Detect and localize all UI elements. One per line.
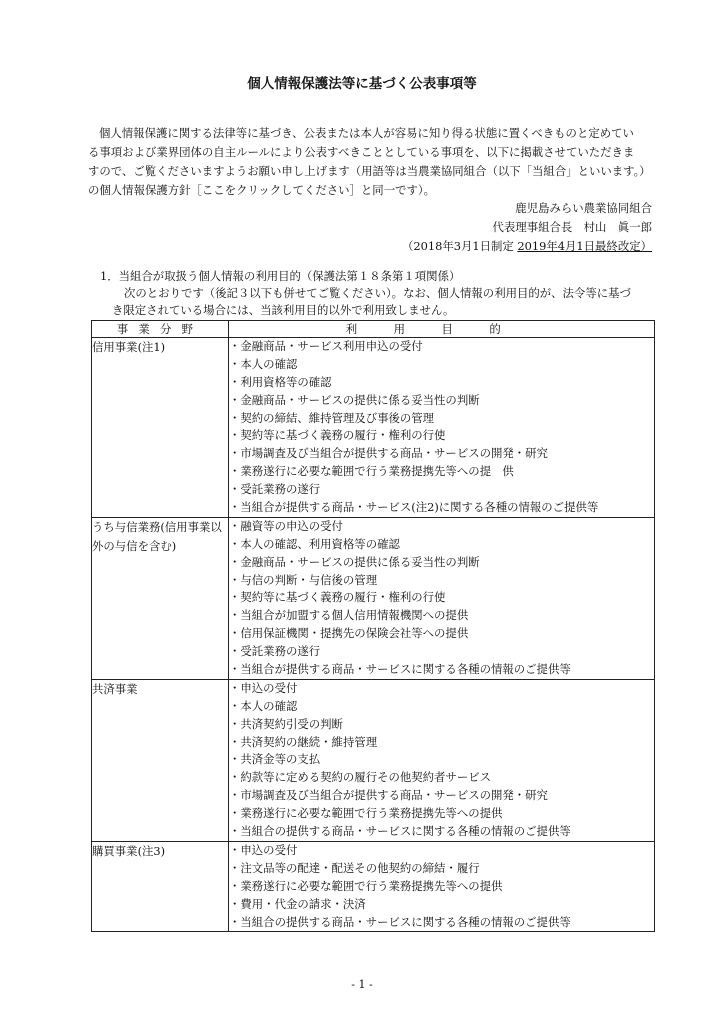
purpose-item: ・契約の締結、維持管理及び事後の管理 [229, 410, 435, 425]
purpose-item: ・市場調査及び当組合が提供する商品・サービスの開発・研究 [229, 446, 548, 461]
purpose-item: ・当組合が加盟する個人信用情報機関への提供 [229, 608, 469, 623]
purpose-item: ・業務遂行に必要な範囲で行う業務提携先等への提供 [229, 878, 503, 893]
intro-line: すので、ご覧くださいますようお願い申し上げます（用語等は当農業協同組合（以下「当組合」といいます。） [88, 164, 651, 178]
signature-dates [252, 238, 652, 254]
intro-line: る事項および業界団体の自主ルールにより公表すべきこととしている事項を、以下に掲載させていただきま [88, 145, 635, 159]
purpose-item: ・注文品等の配達・配送その他契約の締結・履行 [229, 860, 480, 875]
intro-line: の個人情報保護方針［ここをクリックしてください］と同一です）。 [88, 183, 435, 197]
purpose-item: ・当組合の提供する商品・サービスに関する各種の情報のご提供等 [229, 824, 571, 839]
purpose-item: ・約款等に定める契約の履行その他契約者サービス [229, 770, 491, 785]
purpose-item: ・当組合が提供する商品・サービス(注2)に関する各種の情報のご提供等 [229, 500, 599, 515]
purpose-item: ・申込の受付 [229, 842, 298, 857]
row-purposes [229, 338, 655, 518]
purpose-item: ・費用・代金の請求・決済 [229, 896, 366, 911]
table-row [92, 517, 655, 679]
date-revised: 2019年4月1日最終改定） [517, 239, 652, 253]
row-purposes [229, 841, 655, 931]
purpose-item: ・業務遂行に必要な範囲で行う業務提携先等への提 供 [229, 464, 514, 479]
header-category: 事業分野 [92, 321, 229, 338]
purpose-item: ・融資等の申込の受付 [229, 518, 343, 533]
table-row [92, 841, 655, 931]
intro-line: 個人情報保護に関する法律等に基づき、公表または本人が容易に知り得る状態に置くべきものと定めてい [99, 126, 634, 140]
signature-org: 鹿児島みらい農業協同組合 [515, 201, 652, 215]
row-purposes [229, 517, 655, 679]
purpose-item: ・共済契約の継続・維持管理 [229, 734, 378, 749]
purpose-item: ・与信の判断・与信後の管理 [229, 572, 378, 587]
purpose-item: ・金融商品・サービスの提供に係る妥当性の判断 [229, 554, 480, 569]
purpose-item: ・受託業務の遂行 [229, 482, 321, 497]
row-category: 購買事業(注3) [92, 841, 229, 931]
purpose-item: ・業務遂行に必要な範囲で行う業務提携先等への提供 [229, 806, 503, 821]
intro-paragraph [88, 124, 660, 200]
purpose-item: ・本人の確認 [229, 356, 298, 371]
purpose-item: ・当組合が提供する商品・サービスに関する各種の情報のご提供等 [229, 662, 571, 677]
section-note-line: 次のとおりです（後記３以下も併せてご覧ください）。なお、個人情報の利用目的が、法令等に基づ [124, 286, 631, 300]
purpose-item: ・信用保証機関・提携先の保険会社等への提供 [229, 626, 469, 641]
section-heading: 1．当組合が取扱う個人情報の利用目的（保護法第１８条第１項関係） [100, 269, 461, 283]
date-enacted: （2018年3月1日制定 [401, 239, 514, 253]
purpose-item: ・契約等に基づく義務の履行・権利の行使 [229, 590, 446, 605]
purpose-item: ・本人の確認、利用資格等の確認 [229, 536, 400, 551]
table-row [92, 338, 655, 518]
purpose-item: ・市場調査及び当組合が提供する商品・サービスの開発・研究 [229, 788, 548, 803]
purpose-item: ・金融商品・サービス利用申込の受付 [229, 339, 423, 353]
purpose-item: ・金融商品・サービスの提供に係る妥当性の判断 [229, 392, 480, 407]
purpose-item: ・当組合の提供する商品・サービスに関する各種の情報のご提供等 [229, 914, 571, 929]
purpose-item: ・受託業務の遂行 [229, 644, 321, 659]
page-number: - 1 - [351, 978, 373, 991]
section-note-line: き限定されている場合には、当該利用目的以外で利用致しません。 [112, 303, 455, 317]
row-category: 信用事業(注1) [92, 338, 229, 518]
purpose-item: ・共済金等の支払 [229, 752, 321, 767]
purpose-item: ・申込の受付 [229, 680, 298, 695]
row-category: うち与信業務(信用事業以外の与信を含む) [92, 517, 229, 679]
purpose-item: ・利用資格等の確認 [229, 374, 332, 389]
table-row [92, 679, 655, 841]
header-purpose: 利用目的 [229, 321, 655, 338]
purpose-item: ・共済契約引受の判断 [229, 716, 343, 731]
purpose-item: ・本人の確認 [229, 698, 298, 713]
row-purposes [229, 679, 655, 841]
purpose-item: ・契約等に基づく義務の履行・権利の行使 [229, 428, 446, 443]
table-header-row [92, 321, 655, 338]
page-title: 個人情報保護法等に基づく公表事項等 [247, 76, 477, 92]
signature-representative: 代表理事組合長 村山 眞一郎 [492, 220, 652, 234]
purpose-table [91, 320, 655, 932]
row-category: 共済事業 [92, 679, 229, 841]
